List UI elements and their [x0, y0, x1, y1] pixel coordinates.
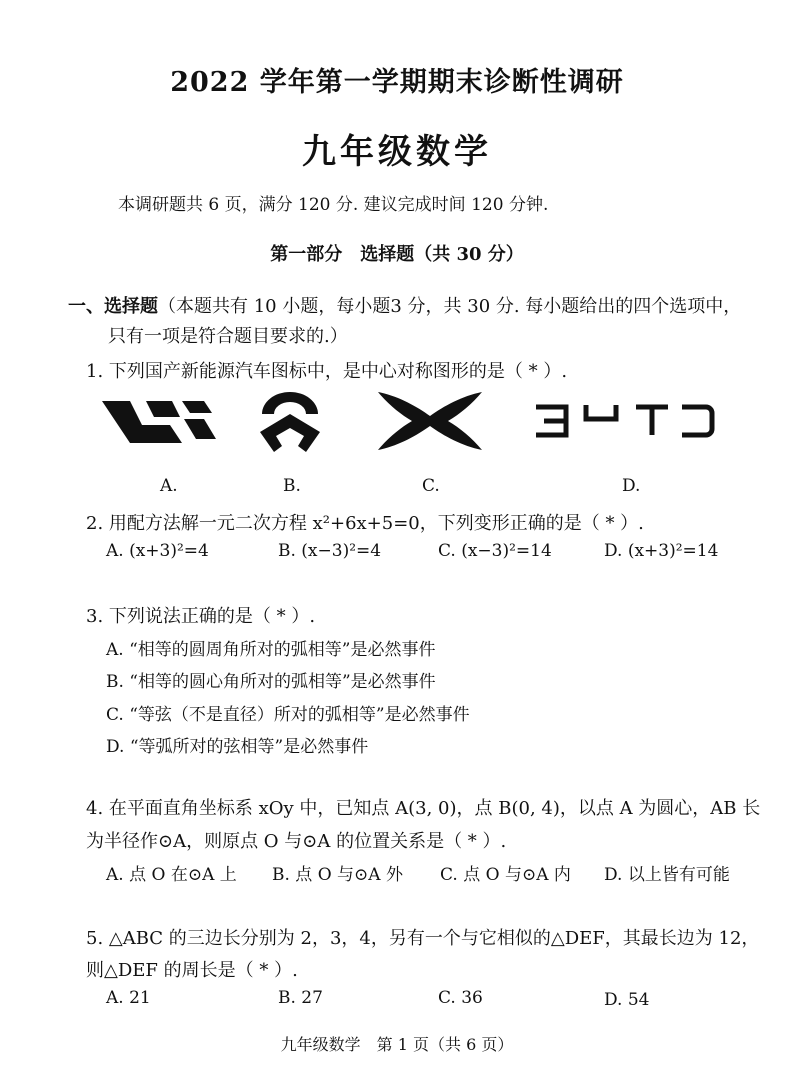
exam-title: 2022 学年第一学期期末诊断性调研	[170, 67, 624, 98]
q5-option-d: D. 54	[604, 990, 650, 1010]
q5-option-b: B. 27	[278, 988, 323, 1008]
q2-option-d: D. (x+3)²=14	[604, 541, 719, 561]
question-2-stem: 2. 用配方法解一元二次方程 x²+6x+5=0，下列变形正确的是（ * ）.	[86, 513, 644, 534]
q4-option-a: A. 点 O 在⊙A 上	[106, 865, 237, 885]
q2-option-c: C. (x−3)²=14	[438, 541, 552, 561]
q5-option-c: C. 36	[438, 988, 483, 1008]
q1-option-b: B.	[283, 476, 301, 496]
question-4-stem-line1: 4. 在平面直角坐标系 xOy 中，已知点 A(3, 0)，点 B(0, 4)，以点 A 为圆心，AB 长	[86, 798, 761, 819]
q3-option-b: B. “相等的圆心角所对的弧相等”是必然事件	[106, 672, 436, 692]
section-intro-line1	[68, 292, 741, 318]
q4-option-b: B. 点 O 与⊙A 外	[272, 865, 403, 885]
q2-option-a: A. (x+3)²=4	[106, 541, 209, 561]
byd-logo	[532, 401, 716, 441]
li-auto-logo	[100, 395, 218, 447]
q1-option-c: C.	[422, 476, 440, 496]
q3-option-c: C. “等弦（不是直径）所对的弧相等”是必然事件	[106, 705, 470, 725]
page-footer: 九年级数学 第 1 页（共 6 页）	[280, 1035, 514, 1054]
q4-option-d: D. 以上皆有可能	[604, 865, 730, 885]
q3-option-d: D. “等弧所对的弦相等”是必然事件	[106, 737, 369, 757]
nio-logo	[258, 388, 322, 454]
section-desc-line2: 只有一项是符合题目要求的.）	[108, 326, 348, 347]
q3-option-a: A. “相等的圆周角所对的弧相等”是必然事件	[106, 640, 436, 660]
exam-notice: 本调研题共 6 页，满分 120 分. 建议完成时间 120 分钟.	[118, 195, 549, 215]
xpeng-logo	[376, 390, 484, 452]
q5-option-a: A. 21	[106, 988, 151, 1008]
subject-title: 九年级数学	[302, 132, 492, 172]
question-3-stem: 3. 下列说法正确的是（ * ）.	[86, 606, 316, 627]
question-5-stem-line2: 则△DEF 的周长是（ * ）.	[86, 960, 298, 981]
q1-option-d: D.	[622, 476, 641, 496]
q2-option-b: B. (x−3)²=4	[278, 541, 382, 561]
q1-option-a: A.	[160, 476, 178, 496]
question-4-stem-line2: 为半径作⊙A，则原点 O 与⊙A 的位置关系是（ * ）.	[86, 831, 507, 852]
question-5-stem-line1: 5. △ABC 的三边长分别为 2，3，4，另有一个与它相似的△DEF，其最长边为 12，	[86, 928, 760, 949]
question-1-stem: 1. 下列国产新能源汽车图标中，是中心对称图形的是（ * ）.	[86, 361, 568, 382]
q4-option-c: C. 点 O 与⊙A 内	[440, 865, 571, 885]
part-heading: 第一部分 选择题（共 30 分）	[270, 244, 524, 265]
section-desc: （本题共有 10 小题，每小题3 分，共 30 分. 每小题给出的四个选项中，	[158, 296, 742, 317]
section-title: 一、选择题	[68, 296, 158, 317]
